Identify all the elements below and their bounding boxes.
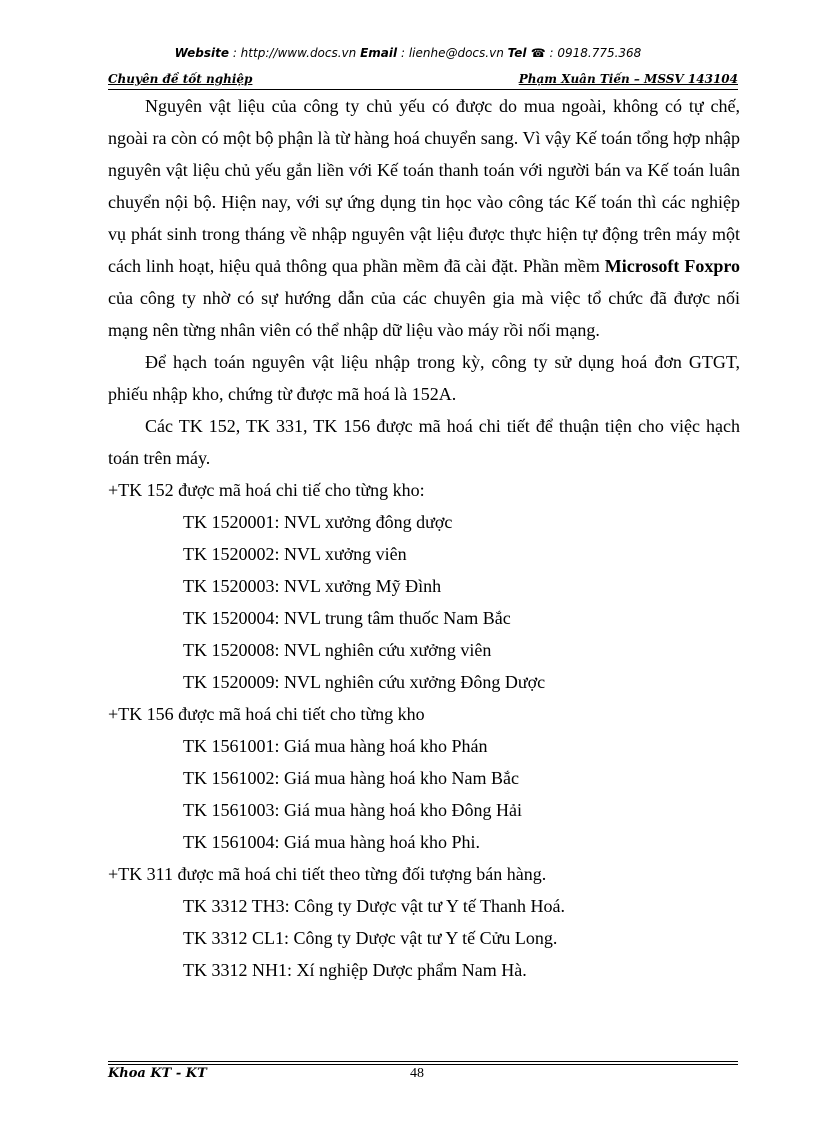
tk152-item: TK 1520001: NVL xưởng đông dược [183,512,453,532]
tel-value: : 0918.775.368 [549,46,642,60]
email-label: Email [360,46,398,60]
tk152-heading: +TK 152 được mã hoá chi tiế cho từng kho: [108,480,425,500]
tk156-item: TK 1561004: Giá mua hàng hoá kho Phi. [183,832,480,852]
tk156-item: TK 1561003: Giá mua hàng hoá kho Đông Hải [183,800,522,820]
tk152-item: TK 1520004: NVL trung tâm thuốc Nam Bắc [183,608,511,628]
footer-faculty: Khoa KT - KT [108,1066,207,1081]
email-value[interactable]: : lienhe@docs.vn [400,46,504,60]
website-label: Website [174,46,229,60]
header-left-title: Chuyên đề tốt nghiệp [108,72,253,86]
tk156-item: TK 1561001: Giá mua hàng hoá kho Phán [183,736,488,756]
header-right-author: Phạm Xuân Tiến – MSSV 143104 [518,72,738,86]
tel-label: Tel ☎ [507,46,546,60]
tk311-item: TK 3312 TH3: Công ty Dược vật tư Y tế Thanh Hoá. [183,896,565,916]
tk152-item: TK 1520002: NVL xưởng viên [183,544,407,564]
website-value[interactable]: : http://www.docs.vn [232,46,357,60]
paragraph-1 [108,90,740,346]
tk152-item: TK 1520008: NVL nghiên cứu xưởng viên [183,640,492,660]
software-name: Microsoft Foxpro [604,256,740,276]
paragraph-3: Các TK 152, TK 331, TK 156 được mã hoá chi tiết để thuận tiện cho việc hạch toán trên máy. [108,416,740,468]
tk311-item: TK 3312 CL1: Công ty Dược vật tư Y tế Cửu Long. [183,928,558,948]
tk311-item: TK 3312 NH1: Xí nghiệp Dược phẩm Nam Hà. [183,960,527,980]
footer-divider-bottom [108,1064,738,1065]
footer-divider-top [108,1061,738,1062]
website-contact-bar [0,46,816,60]
page-header [108,70,738,88]
tk156-heading: +TK 156 được mã hoá chi tiết cho từng kho [108,704,425,724]
paragraph-2: Để hạch toán nguyên vật liệu nhập trong kỳ, công ty sử dụng hoá đơn GTGT, phiếu nhập kho, chứng từ được mã hoá là 152A. [108,352,740,404]
document-body [108,90,740,986]
paragraph-1-text-b: của công ty nhờ có sự hướng dẫn của các chuyên gia mà việc tổ chức đã được nối mạng nên từng nhân viên có thể nhập dữ liệu vào máy rồi nối mạng. [108,288,740,340]
tk311-heading: +TK 311 được mã hoá chi tiết theo từng đối tượng bán hàng. [108,864,547,884]
page-number: 48 [410,1066,424,1081]
paragraph-1-text-a: Nguyên vật liệu của công ty chủ yếu có được do mua ngoài, không có tự chế, ngoài ra còn có một bộ phận là từ hàng hoá chuyển sang. Vì vậy Kế toán tổng hợp nhập nguyên vật liệu chủ yếu gắn liền với Kế toán thanh toán với người bán va Kế toán luân chuyển nội bộ. Hiện nay, với sự ứng dụng tin học vào công tác Kế toán thì các nghiệp vụ phát sinh trong tháng về nhập nguyên vật liệu được thực hiện tự động trên máy một cách linh hoạt, hiệu quả thông qua phần mềm đã cài đặt. Phần mềm [108,96,740,276]
tk152-item: TK 1520009: NVL nghiên cứu xưởng Đông Dược [183,672,546,692]
tk152-item: TK 1520003: NVL xưởng Mỹ Đình [183,576,442,596]
tk156-item: TK 1561002: Giá mua hàng hoá kho Nam Bắc [183,768,519,788]
